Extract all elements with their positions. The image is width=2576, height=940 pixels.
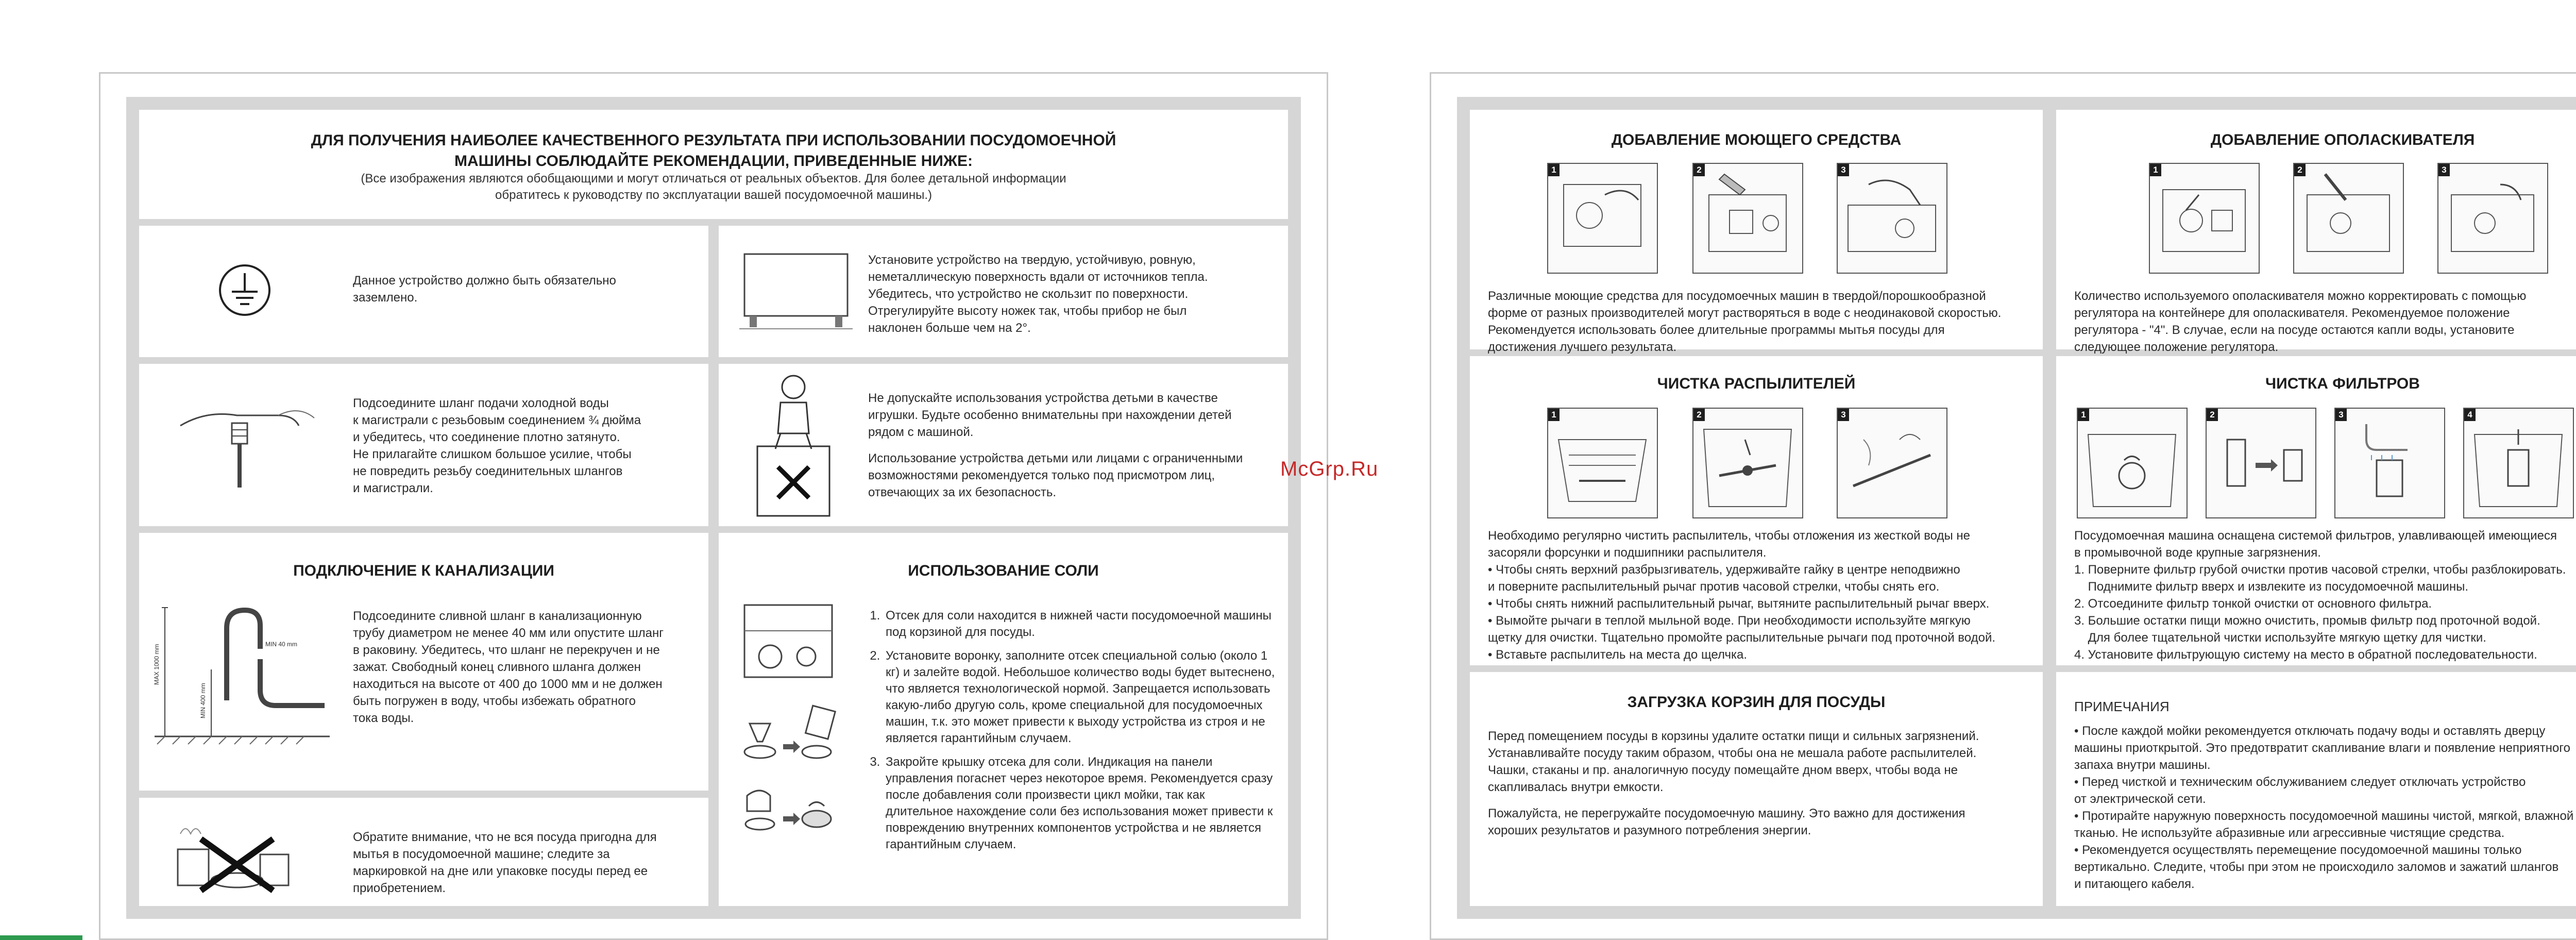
water-hose-section xyxy=(139,364,708,526)
text-line: возможностями рекомендуется только под присмотром лиц, xyxy=(868,468,1215,482)
dishes-section xyxy=(139,798,708,906)
text-line: заземлено. xyxy=(353,291,418,305)
step-number: 1 xyxy=(2150,164,2161,176)
text-line: к магистрали с резьбовым соединением ¾ дюйма xyxy=(353,413,641,427)
text-line: • Чтобы снять нижний распылительный рычаг, вытяните распылительный рычаг вверх. xyxy=(1488,597,1990,611)
text-line: форме от разных производителей могут растворяться в воде с неодинаковой скоростью. xyxy=(1488,306,2002,320)
salt-cap-illustration xyxy=(739,775,837,837)
text-line: скапливалась внутри емкости. xyxy=(1488,780,1664,794)
spray-arms-text xyxy=(1488,527,1995,663)
dishes-text xyxy=(353,829,657,897)
sprayer-step-image xyxy=(1692,408,1803,518)
right-frame xyxy=(1457,97,2576,919)
text-line: регулятора на контейнере для ополаскивателя. Рекомендуемое положение xyxy=(2074,306,2510,320)
text-line: и питающего кабеля. xyxy=(2074,877,2195,891)
detergent-step-image xyxy=(1547,163,1658,274)
intro-header xyxy=(139,110,1288,219)
text-line: Подсоедините шланг подачи холодной воды xyxy=(353,396,609,410)
notes-section xyxy=(2056,672,2576,906)
step-number: 3 xyxy=(2438,164,2450,176)
salt-step: 2. Установите воронку, заполните отсек специальной солью (около 1 кг) и залейте водой. Небольшое количество воды будет вытеснено, что является технологической нормой. Запрещается использовать какую-либо другую соль, кроме специальной для посудомоечных машин, т.к. это может привести к выходу устройства из строя и не является гарантийным случаем. xyxy=(884,648,1275,747)
text-line: Убедитесь, что устройство не скользит по поверхности. xyxy=(868,287,1189,301)
text-line: Рекомендуется использовать более длительные программы мытья посуды для xyxy=(1488,323,1945,337)
detergent-title: ДОБАВЛЕНИЕ МОЮЩЕГО СРЕДСТВА xyxy=(1611,131,1902,148)
corner-tab xyxy=(0,935,82,940)
ground-icon xyxy=(216,262,273,318)
salt-steps xyxy=(868,608,1275,860)
text-line: 3. Большие остатки пищи можно очистить, промыв фильтр под проточной водой. xyxy=(2074,614,2540,628)
rinse-aid-section xyxy=(2056,110,2576,354)
text-line: Пожалуйста, не перегружайте посудомоечную машину. Это важно для достижения xyxy=(1488,807,1965,820)
step-number: 3 xyxy=(1838,409,1849,421)
step-number: 1 xyxy=(1548,164,1560,176)
text-line: Не допускайте использования устройства детьми в качестве xyxy=(868,391,1218,405)
text-line: трубу диаметром не менее 40 мм или опустите шланг xyxy=(353,626,664,640)
hose-text xyxy=(353,395,641,497)
text-line: и магистрали. xyxy=(353,481,433,495)
notes-text xyxy=(2074,723,2573,893)
text-line: Отрегулируйте высоту ножек так, чтобы прибор не был xyxy=(868,304,1187,318)
text-line: • Вставьте распылитель на места до щелчка. xyxy=(1488,648,1747,662)
intro-note-line: (Все изображения являются обобщающими и могут отличаться от реальных объектов. Для более детальной информации xyxy=(361,172,1066,186)
text-line: быть погружен в воду, чтобы избежать обратного xyxy=(353,694,636,708)
detergent-step-image xyxy=(1837,163,1947,274)
step-number: 2 xyxy=(1693,164,1705,176)
watermark: McGrp.Ru xyxy=(1280,458,1379,480)
text-line: Использование устройства детьми или лицами с ограниченными xyxy=(868,451,1243,465)
step-number: 2 xyxy=(2294,164,2306,176)
dim-label: MAX 1000 mm xyxy=(153,644,160,685)
text-line: Различные моющие средства для посудомоечных машин в твердой/порошкообразной xyxy=(1488,289,1986,303)
right-page xyxy=(1430,72,2576,940)
drain-title: ПОДКЛЮЧЕНИЕ К КАНАЛИЗАЦИИ xyxy=(293,562,554,579)
dim-label: MIN 40 mm xyxy=(265,641,298,648)
text-line: рядом с машиной. xyxy=(868,425,974,439)
filters-text xyxy=(2074,527,2566,663)
text-line: и убедитесь, что соединение плотно затянуто. xyxy=(353,430,620,444)
children-safety-section xyxy=(719,364,1288,526)
child-warning-illustration xyxy=(750,372,837,521)
text-line: Поднимите фильтр вверх и извлеките из посудомоечной машины. xyxy=(2074,580,2469,594)
filter-step-image xyxy=(2463,408,2574,518)
step-number: 4 xyxy=(2464,409,2476,421)
text-line: тканью. Не используйте абразивные или агрессивные чистящие средства. xyxy=(2074,826,2505,840)
text-line: наклонен больше чем на 2°. xyxy=(868,321,1031,335)
text-line: в раковину. Убедитесь, что шланг не перекручен и не xyxy=(353,643,660,657)
rinse-aid-text xyxy=(2074,288,2526,356)
placement-section xyxy=(719,226,1288,357)
step-number: 1 xyxy=(2078,409,2089,421)
text-line: не повредить резьбу соединительных шлангов xyxy=(353,464,623,478)
text-line: достижения лучшего результата. xyxy=(1488,340,1677,354)
text-line: Данное устройство должно быть обязательно xyxy=(353,274,616,288)
text-line: • Протирайте наружную поверхность посудомоечной машины чистой, мягкой, влажной xyxy=(2074,809,2574,823)
detergent-text xyxy=(1488,288,2001,356)
intro-title-line: ДЛЯ ПОЛУЧЕНИЯ НАИБОЛЕЕ КАЧЕСТВЕННОГО РЕЗУЛЬТАТА ПРИ ИСПОЛЬЗОВАНИИ ПОСУДОМОЕЧНОЙ xyxy=(311,132,1116,149)
drain-hose-diagram xyxy=(155,597,330,752)
text-line: зажат. Свободный конец сливного шланга должен xyxy=(353,660,641,674)
text-line: Необходимо регулярно чистить распылитель, чтобы отложения из жесткой воды не xyxy=(1488,529,1971,543)
rinse-aid-title: ДОБАВЛЕНИЕ ОПОЛАСКИВАТЕЛЯ xyxy=(2210,131,2475,148)
placement-text xyxy=(868,251,1208,337)
text-line: 4. Установите фильтрующую систему на место в обратной последовательности. xyxy=(2074,648,2537,662)
text-line: Чашки, стаканы и пр. аналогичную посуду помещайте дном вверх, чтобы вода не xyxy=(1488,763,1958,777)
text-line: приобретением. xyxy=(353,881,446,895)
text-line: хороших результатов и разумного потребления энергии. xyxy=(1488,824,1811,837)
step-number: 3 xyxy=(1838,164,1849,176)
salt-compartment-illustration xyxy=(739,600,837,682)
grounding-section xyxy=(139,226,708,357)
step-number: 1 xyxy=(1548,409,1560,421)
salt-step: 1. Отсек для соли находится в нижней части посудомоечной машины под корзиной для посуды. xyxy=(884,608,1275,641)
text-line: маркировкой на дне или упаковке посуды перед ее xyxy=(353,864,648,878)
spray-arms-section xyxy=(1470,356,2043,665)
text-line: Для более тщательной чистки используйте мягкую щетку для чистки. xyxy=(2074,631,2486,645)
step-number: 2 xyxy=(2207,409,2218,421)
text-line: и поверните распылительный рычаг против часовой стрелки, чтобы снять его. xyxy=(1488,580,1940,594)
dim-label: MIN 400 mm xyxy=(199,683,207,718)
text-line: • После каждой мойки рекомендуется отключать подачу воды и оставлять дверцу xyxy=(2074,724,2546,738)
filters-section xyxy=(2056,356,2576,665)
sprayer-step-image xyxy=(1837,408,1947,518)
text-line: следующее положение регулятора. xyxy=(2074,340,2279,354)
text-line: запаха внутри машины. xyxy=(2074,758,2211,772)
notes-title: ПРИМЕЧАНИЯ xyxy=(2074,699,2170,714)
intro-note-line: обратитесь к руководству по эксплуатации вашей посудомоечной машины.) xyxy=(495,188,932,202)
text-line: • Рекомендуется осуществлять перемещение посудомоечной машины только xyxy=(2074,843,2522,857)
left-page xyxy=(99,72,1328,940)
step-number: 2 xyxy=(1693,409,1705,421)
drain-section xyxy=(139,533,708,791)
text-line: в промывочной воде крупные загрязнения. xyxy=(2074,546,2321,560)
text-line: от электрической сети. xyxy=(2074,792,2206,806)
text-line: засоряли форсунки и подшипники распылителя. xyxy=(1488,546,1767,560)
basket-loading-text xyxy=(1488,728,1979,839)
salt-section xyxy=(719,533,1288,906)
filters-title: ЧИСТКА ФИЛЬТРОВ xyxy=(2265,375,2420,392)
text-line: находиться на высоте от 400 до 1000 мм и не должен xyxy=(353,677,663,691)
filter-step-image xyxy=(2206,408,2316,518)
text-line: машины приоткрытой. Это предотвратит скапливание влаги и появление неприятного xyxy=(2074,741,2570,755)
text-line: Обратите внимание, что не вся посуда пригодна для xyxy=(353,830,657,844)
text-line: • Перед чисткой и техническим обслуживанием следует отключать устройство xyxy=(2074,775,2526,789)
text-line: отвечающих за их безопасность. xyxy=(868,485,1057,499)
text-line: вертикально. Следите, чтобы при этом не происходило заломов и зажатий шлангов xyxy=(2074,860,2559,874)
text-line: регулятора - "4". В случае, если на посуде остаются капли воды, установите xyxy=(2074,323,2515,337)
filter-step-image xyxy=(2334,408,2445,518)
spray-arms-title: ЧИСТКА РАСПЫЛИТЕЛЕЙ xyxy=(1657,375,1856,392)
detergent-step-image xyxy=(1692,163,1803,274)
text-line: Посудомоечная машина оснащена системой фильтров, улавливающей имеющиеся xyxy=(2074,529,2557,543)
grounding-text xyxy=(353,272,616,306)
text-line: мытья в посудомоечной машине; следите за xyxy=(353,847,610,861)
sprayer-step-image xyxy=(1547,408,1658,518)
basket-loading-section xyxy=(1470,672,2043,906)
intro-title xyxy=(139,130,1288,172)
filter-step-image xyxy=(2077,408,2188,518)
basket-loading-title: ЗАГРУЗКА КОРЗИН ДЛЯ ПОСУДЫ xyxy=(1627,694,1886,711)
text-line: • Вымойте рычаги в теплой мыльной воде. При необходимости используйте мягкую xyxy=(1488,614,1971,628)
left-frame xyxy=(126,97,1301,919)
step-number: 3 xyxy=(2335,409,2347,421)
salt-step: 3. Закройте крышку отсека для соли. Индикация на панели управления погаснет через некоторое время. Рекомендуется сразу после добавления соли произвести цикл мойки, так как длительное нахождение соли без использования может привести к повреждению внутренних компонентов устройства и не является гарантийным случаем. xyxy=(884,754,1275,853)
drain-text xyxy=(353,608,664,727)
text-line: Не прилагайте слишком большое усилие, чтобы xyxy=(353,447,632,461)
text-line: Устанавливайте посуду таким образом, чтобы она не мешала работе распылителей. xyxy=(1488,746,1977,760)
text-line: 2. Отсоедините фильтр тонкой очистки от основного фильтра. xyxy=(2074,597,2432,611)
text-line: щетку для очистки. Тщательно промойте распылительные рычаги под проточной водой. xyxy=(1488,631,1996,645)
dishwasher-feet-illustration xyxy=(739,251,853,334)
forbidden-dishes-illustration xyxy=(170,818,304,896)
salt-title: ИСПОЛЬЗОВАНИЕ СОЛИ xyxy=(908,562,1099,579)
salt-funnel-illustration xyxy=(739,693,837,765)
text-line: Установите устройство на твердую, устойчивую, ровную, xyxy=(868,253,1196,267)
text-line: тока воды. xyxy=(353,711,414,725)
text-line: неметаллическую поверхность вдали от источников тепла. xyxy=(868,270,1208,284)
rinse-step-image xyxy=(2149,163,2260,274)
faucet-hose-illustration xyxy=(175,395,319,498)
text-line: Перед помещением посуды в корзины удалите остатки пищи и сильных загрязнений. xyxy=(1488,729,1979,743)
detergent-section xyxy=(1470,110,2043,354)
intro-note xyxy=(139,171,1288,204)
children-text xyxy=(868,390,1243,501)
text-line: Количество используемого ополаскивателя можно корректировать с помощью xyxy=(2074,289,2527,303)
text-line: 1. Поверните фильтр грубой очистки против часовой стрелки, чтобы разблокировать. xyxy=(2074,563,2566,577)
intro-title-line: МАШИНЫ СОБЛЮДАЙТЕ РЕКОМЕНДАЦИИ, ПРИВЕДЕННЫЕ НИЖЕ: xyxy=(454,153,973,170)
text-line: • Чтобы снять верхний разбрызгиватель, удерживайте гайку в центре неподвижно xyxy=(1488,563,1960,577)
text-line: игрушки. Будьте особенно внимательны при нахождении детей xyxy=(868,408,1232,422)
rinse-step-image xyxy=(2437,163,2548,274)
rinse-step-image xyxy=(2293,163,2404,274)
text-line: Подсоедините сливной шланг в канализационную xyxy=(353,609,642,623)
